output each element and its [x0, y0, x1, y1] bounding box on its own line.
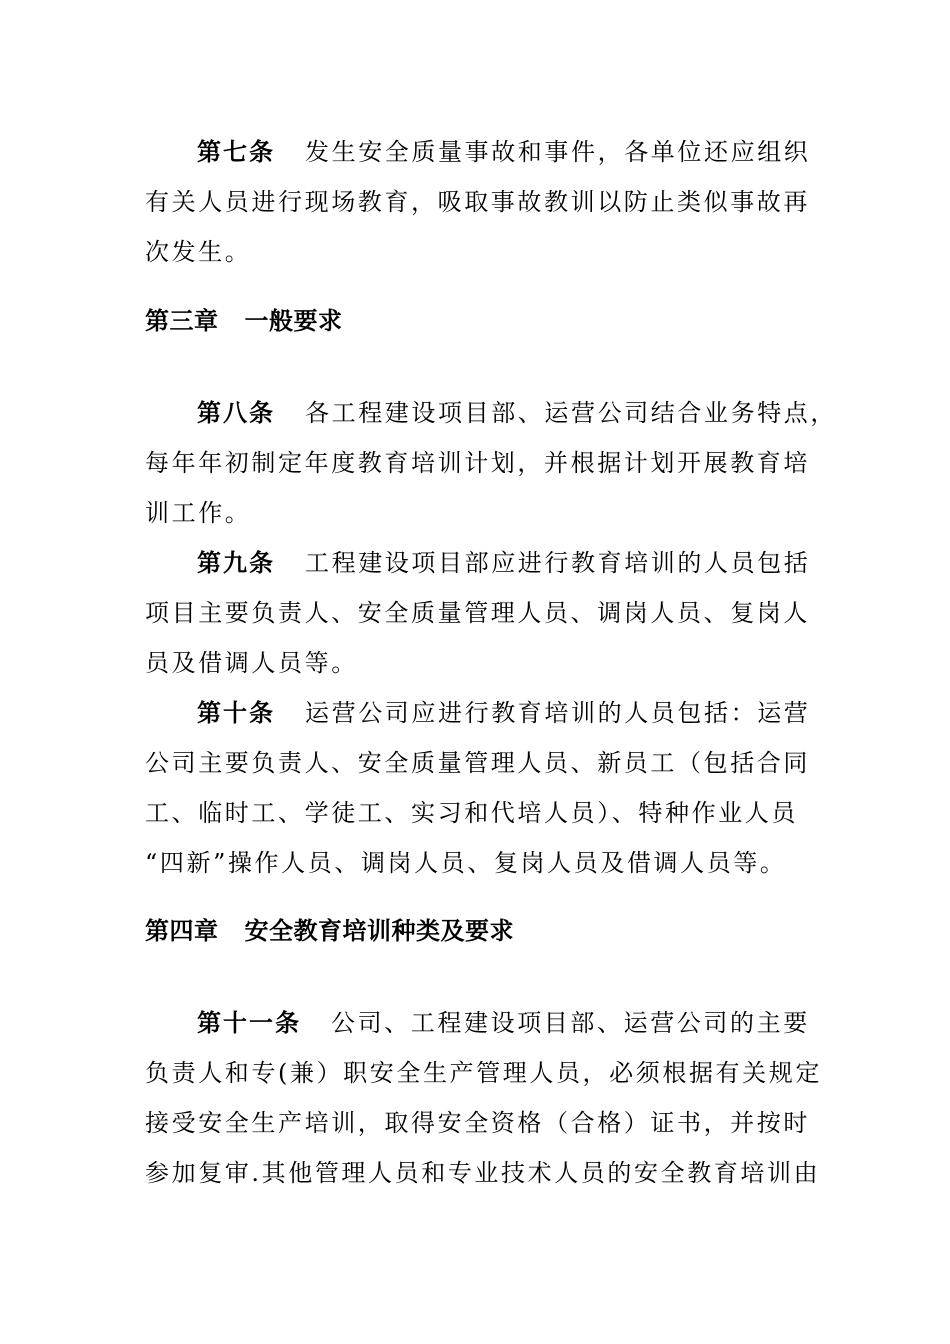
article-text: 各工程建设项目部、运营公司结合业务特点，: [305, 399, 837, 427]
chapter-title: 一般要求: [244, 306, 343, 335]
article-9: [145, 538, 810, 688]
article-first-line: [145, 998, 810, 1048]
article-text: 次发生。: [145, 238, 252, 266]
article-label: 第九条: [197, 548, 275, 577]
article-text: 负责人和专(兼）职安全生产管理人员，必须根据有关规定: [145, 1059, 822, 1087]
article-text: 发生安全质量事故和事件，各单位还应组织: [305, 138, 811, 166]
article-first-line: [145, 127, 810, 177]
chapter-title: 安全教育培训种类及要求: [244, 916, 514, 945]
article-text: 每年年初制定年度教育培训计划，并根据计划开展教育培: [145, 449, 810, 477]
article-label: 第十条: [197, 698, 275, 727]
article-text: 公司主要负责人、安全质量管理人员、新员工（包括合同: [145, 749, 810, 777]
article-first-line: [145, 538, 810, 588]
article-text: 参加复审.其他管理人员和专业技术人员的安全教育培训由: [145, 1159, 821, 1187]
chapter-number: 第三章: [145, 306, 219, 335]
article-text: 运营公司应进行教育培训的人员包括：运营: [305, 699, 811, 727]
article-text: 工、临时工、学徒工、实习和代培人员）、特种作业人员: [145, 799, 798, 827]
article-10: [145, 688, 810, 888]
article-label: 第七条: [197, 137, 275, 166]
article-text: 员及借调人员等。: [145, 649, 358, 677]
article-first-line: [145, 388, 837, 438]
article-text: 有关人员进行现场教育，吸取事故教训以防止类似事故再: [145, 188, 810, 216]
chapter-heading-3: [145, 296, 343, 346]
chapter-heading-4: [145, 906, 514, 956]
article-label: 第十一条: [197, 1008, 301, 1037]
article-text: 训工作。: [145, 499, 252, 527]
article-first-line: [145, 688, 810, 738]
article-7: [145, 127, 810, 277]
article-text: 工程建设项目部应进行教育培训的人员包括: [305, 549, 811, 577]
article-8: [145, 388, 837, 538]
chapter-number: 第四章: [145, 916, 219, 945]
article-text: 接受安全生产培训，取得安全资格（合格）证书，并按时: [145, 1109, 810, 1137]
article-text: “四新”操作人员、调岗人员、复岗人员及借调人员等。: [145, 849, 787, 877]
article-11: [145, 998, 822, 1198]
article-text: 公司、工程建设项目部、运营公司的主要: [331, 1009, 810, 1037]
article-text: 项目主要负责人、安全质量管理人员、调岗人员、复岗人: [145, 599, 810, 627]
article-label: 第八条: [197, 398, 275, 427]
